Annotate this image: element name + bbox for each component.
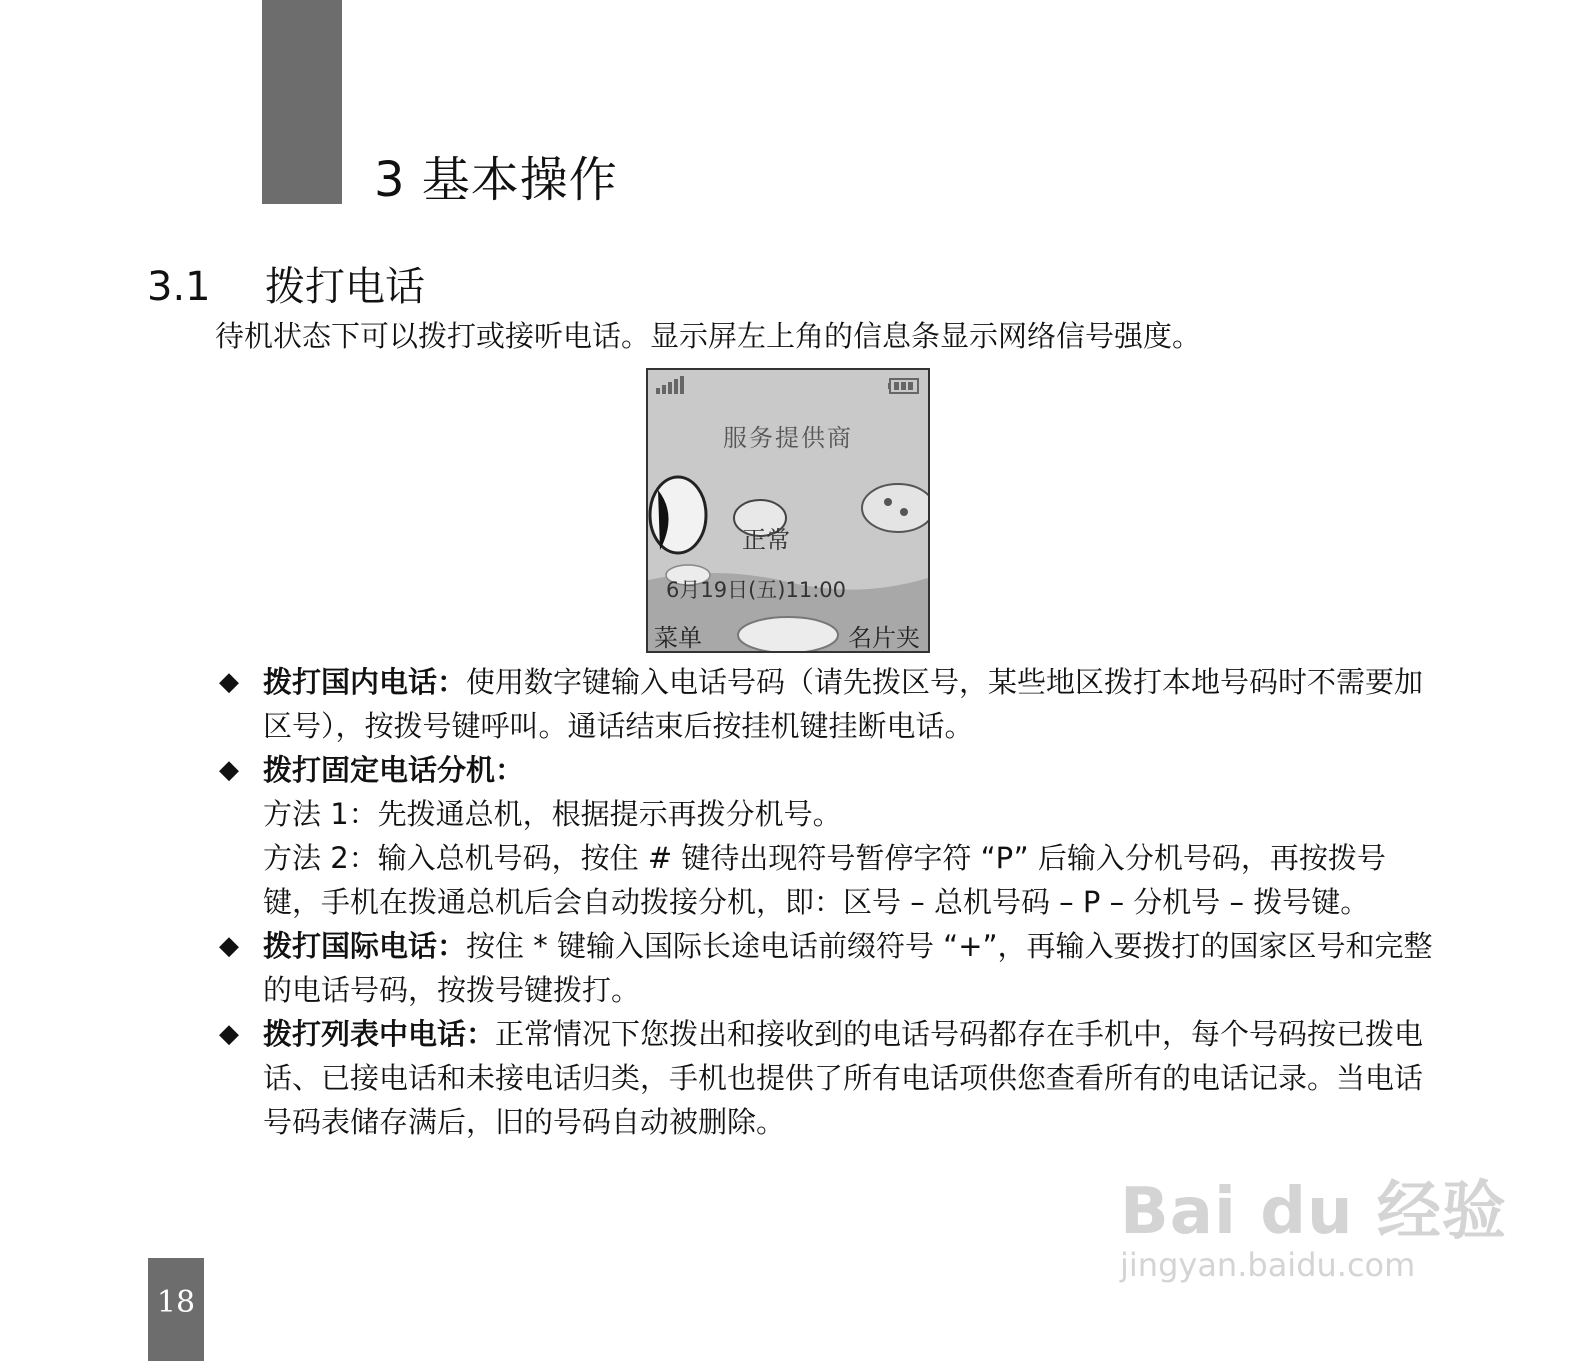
status-label: 正常 bbox=[742, 526, 790, 554]
service-provider-label: 服务提供商 bbox=[723, 424, 853, 452]
method-2-text: 方法 2：输入总机号码，按住 # 键待出现符号暂停字符 “P” 后输入分机号码，再按拨号键，手机在拨通总机后会自动拨接分机，即：区号 – 总机号码 – P – 分机号 – 拨号键。 bbox=[263, 841, 1386, 919]
item-lead: 拨打固定电话分机： bbox=[263, 753, 525, 787]
method-1-text: 方法 1：先拨通总机，根据提示再拨分机号。 bbox=[263, 797, 842, 831]
chapter-tab-bar bbox=[262, 0, 342, 204]
diamond-bullet-icon: ◆ bbox=[219, 755, 239, 785]
right-softkey-label: 名片夹 bbox=[848, 624, 920, 652]
page-number-tab bbox=[148, 1258, 204, 1361]
page-number: 18 bbox=[156, 1285, 196, 1320]
diamond-bullet-icon: ◆ bbox=[219, 1019, 239, 1049]
section-title: 拨打电话 bbox=[265, 264, 425, 310]
diamond-bullet-icon: ◆ bbox=[219, 931, 239, 961]
date-time-label: 6月19日(五)11:00 bbox=[666, 578, 846, 602]
item-lead: 拨打列表中电话： bbox=[263, 1017, 496, 1051]
chapter-title: 3 基本操作 bbox=[374, 152, 618, 208]
item-text: 使用数字键输入电话号码（请先拨区号，某些地区拨打本地号码时不需要加区号），按拨号键呼叫。通话结束后按挂机键挂断电话。 bbox=[263, 665, 1424, 743]
section-number: 3.1 bbox=[147, 264, 211, 310]
list-item bbox=[215, 924, 1435, 1012]
watermark-url: jingyan.baidu.com bbox=[1120, 1246, 1416, 1284]
item-lead: 拨打国际电话： bbox=[263, 929, 467, 963]
battery-icon bbox=[888, 378, 920, 394]
section-heading bbox=[147, 262, 425, 312]
left-softkey-label: 菜单 bbox=[654, 624, 702, 652]
item-lead: 拨打国内电话： bbox=[263, 665, 467, 699]
watermark-brand: Bai du 经验 bbox=[1120, 1175, 1507, 1249]
intro-paragraph: 待机状态下可以拨打或接听电话。显示屏左上角的信息条显示网络信号强度。 bbox=[215, 319, 1202, 353]
list-item bbox=[215, 1012, 1435, 1144]
signal-strength-icon bbox=[656, 376, 686, 394]
list-item bbox=[215, 748, 1435, 924]
instruction-list bbox=[215, 660, 1435, 1144]
item-text: 按住 * 键输入国际长途电话前缀符号 “+”，再输入要拨打的国家区号和完整的电话号码，按拨号键拨打。 bbox=[263, 929, 1433, 1007]
phone-screen-illustration bbox=[646, 368, 930, 653]
diamond-bullet-icon: ◆ bbox=[219, 667, 239, 697]
list-item bbox=[215, 660, 1435, 748]
item-text: 正常情况下您拨出和接收到的电话号码都存在手机中，每个号码按已拨电话、已接电话和未接电话归类，手机也提供了所有电话项供您查看所有的电话记录。当电话号码表储存满后，旧的号码自动被删除。 bbox=[263, 1017, 1424, 1139]
baidu-jingyan-watermark bbox=[1120, 1160, 1507, 1284]
